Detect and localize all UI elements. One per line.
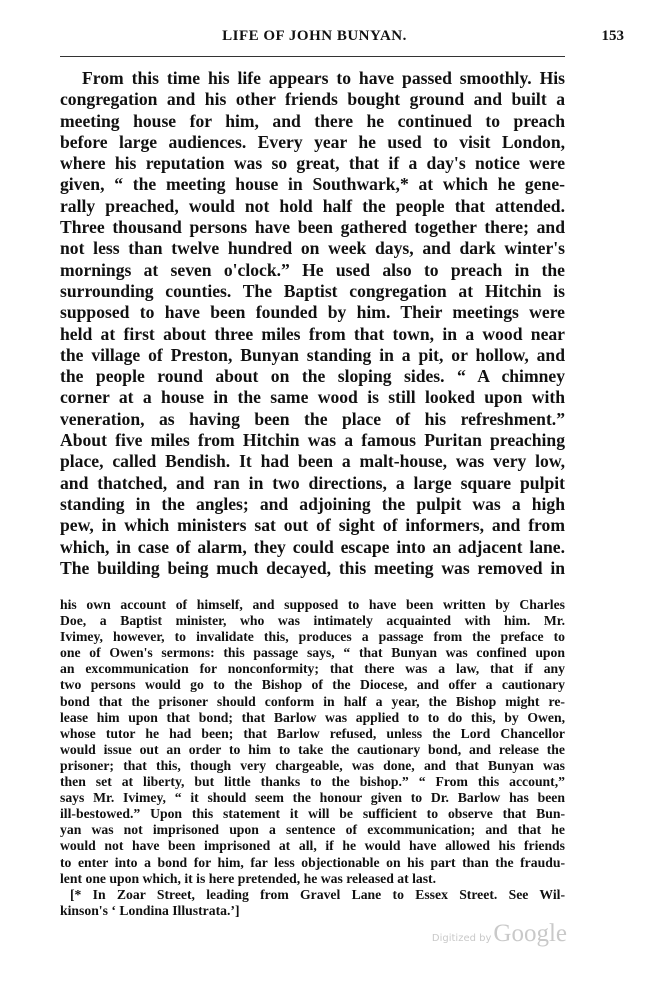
text-line: where his reputation was so great, that if a day's notice were [60,153,565,174]
text-line: veneration, as having been the place of his refreshment.” [60,408,565,429]
footnote-line: lease him upon that bond; that Barlow was applied to to do this, by Owen, [60,709,565,725]
footnote-line: one of Owen's sermons: this passage says, “ that Bunyan was confined upon [60,645,565,661]
text-line: corner at a house in the same wood is still looked upon with [60,387,565,408]
footnotes [60,597,565,919]
footnote-line: would not have been imprisoned at all, if he would have allowed his friends [60,838,565,854]
running-title: LIFE OF JOHN BUNYAN. [222,28,407,44]
text-line: the people round about on the sloping sides. “ A chimney [60,366,565,387]
footnote-line: says Mr. Ivimey, “ it should seem the honour given to Dr. Barlow has been [60,790,565,806]
text-line: which, in case of alarm, they could escape into an adjacent lane. [60,536,565,557]
text-line: standing in the angles; and adjoining the pulpit was a high [60,493,565,514]
footnote-line: kinson's ‘ Londina Illustrata.’] [60,902,240,918]
text-line: pew, in which ministers sat out of sight of informers, and from [60,515,565,536]
text-line: Three thousand persons have been gathered together there; and [60,217,565,238]
footnote-line: would issue out an order to him to take the cautionary bond, and release the [60,741,565,757]
text-line: not less than twelve hundred on week days, and dark winter's [60,238,565,259]
footnote-line: whose tutor he had been; that Barlow refused, unless the Lord Chancellor [60,725,565,741]
footnote-line: two persons would go to the Bishop of the Diocese, and offer a cautionary [60,677,565,693]
digitized-watermark [432,920,567,948]
text-line: supposed to have been founded by him. Their meetings were [60,302,565,323]
text-line: meeting house for him, and there he continued to preach [60,110,565,131]
footnote-line: ill-bestowed.” Upon this statement it will be sufficient to observe that Bun- [60,806,565,822]
text-line: place, called Bendish. It had been a malt-house, was very low, [60,451,565,472]
footnote-line: an excommunication for nonconformity; that there was a law, that if any [60,661,565,677]
page-number: 153 [601,28,624,44]
footnote-line: then set at liberty, but little thanks to the bishop.” “ From this account,” [60,774,565,790]
text-line: congregation and his other friends bought ground and built a [60,89,565,110]
page-header [60,28,624,50]
footnote-line: his own account of himself, and supposed to have been written by Charles [60,597,565,612]
text-line: before large audiences. Every year he used to visit London, [60,131,565,152]
text-line: mornings at seven o'clock.” He used also to preach in the [60,259,565,280]
footnote-line: Ivimey, however, to invalidate this, produces a passage from the preface to [60,629,565,645]
text-line: rally preached, would not hold half the people that attended. [60,195,565,216]
footnote-line: Doe, a Baptist minister, who was intimately acquainted with him. Mr. [60,613,565,629]
text-line: surrounding counties. The Baptist congregation at Hitchin is [60,280,565,301]
text-line: held at first about three miles from that town, in a wood near [60,323,565,344]
text-line: The building being much decayed, this meeting was removed in [60,557,565,578]
footnote-line: prisoner; that this, though very chargeable, was done, and that Bunyan was [60,757,565,773]
text-line: the village of Preston, Bunyan standing in a pit, or hollow, and [60,344,565,365]
footnote-line: yan was not imprisoned upon a sentence of excommunication; and that he [60,822,565,838]
footnote-line: bond that the prisoner should conform in half a year, the Bishop might re- [60,693,565,709]
main-text [60,68,565,579]
header-rule [60,56,565,57]
text-line: About five miles from Hitchin was a famous Puritan preaching [60,430,565,451]
watermark-prefix: Digitized by [431,933,492,944]
text-line: and thatched, and ran in two directions, a large square pulpit [60,472,565,493]
footnote-line: lent one upon which, it is here pretended, he was released at last. [60,870,437,886]
text-line: given, “ the meeting house in Southwark,* at which he gene- [60,174,565,195]
footnote-line: to enter into a bond for him, far less objectionable on his part than the fraudu- [60,854,565,870]
watermark-brand: Google [493,920,567,947]
text-line: From this time his life appears to have passed smoothly. His [82,68,565,88]
footnote-line: [* In Zoar Street, leading from Gravel Lane to Essex Street. See Wil- [70,886,565,902]
